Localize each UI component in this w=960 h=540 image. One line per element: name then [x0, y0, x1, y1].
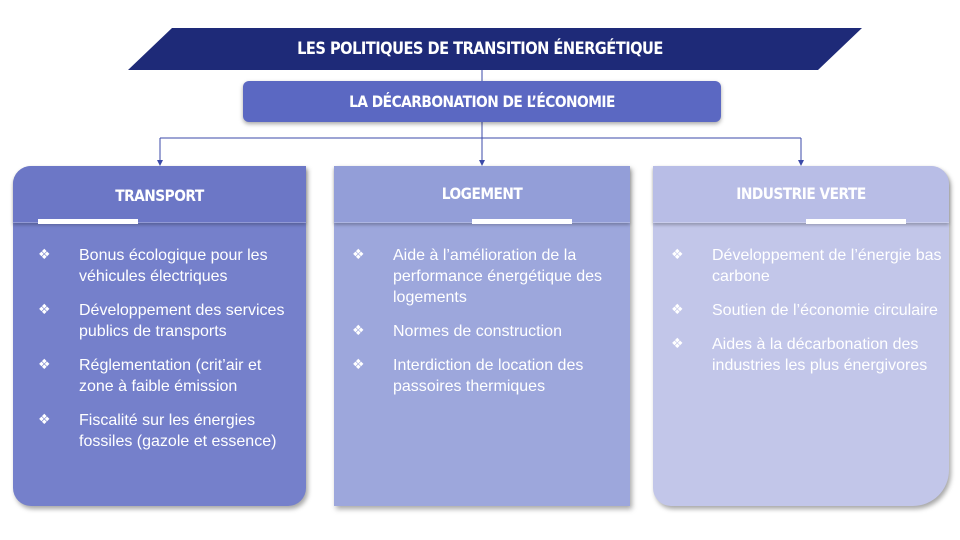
column-header — [13, 166, 306, 223]
column-title: LOGEMENT — [441, 184, 523, 203]
list-item — [671, 245, 946, 287]
column-industrie-verte — [653, 166, 949, 506]
diamond-bullet-icon: ❖ — [38, 302, 51, 318]
column-transport — [13, 166, 306, 506]
column-header — [334, 166, 630, 223]
diamond-bullet-icon: ❖ — [352, 357, 365, 373]
header-accent-bar — [472, 219, 572, 224]
item-list — [352, 245, 627, 410]
diamond-bullet-icon: ❖ — [352, 323, 365, 339]
list-item — [38, 410, 298, 452]
diamond-bullet-icon: ❖ — [671, 302, 684, 318]
list-item — [352, 355, 627, 397]
subtitle-box — [243, 81, 721, 122]
list-item — [38, 355, 298, 397]
list-item-text: Bonus écologique pour les véhicules électriques — [79, 247, 268, 285]
diamond-bullet-icon: ❖ — [38, 412, 51, 428]
list-item-text: Interdiction de location des passoires thermiques — [393, 357, 584, 395]
diagram-subtitle: LA DÉCARBONATION DE L’ÉCONOMIE — [349, 92, 615, 111]
diagram-title: LES POLITIQUES DE TRANSITION ÉNERGÉTIQUE — [297, 39, 663, 59]
column-logement — [334, 166, 630, 506]
item-list — [671, 245, 946, 389]
diamond-bullet-icon: ❖ — [352, 247, 365, 263]
list-item-text: Réglementation (crit’air et zone à faible émission — [79, 357, 262, 395]
list-item — [352, 245, 627, 308]
list-item-text: Soutien de l’économie circulaire — [712, 302, 938, 319]
list-item-text: Fiscalité sur les énergies fossiles (gazole et essence) — [79, 412, 277, 450]
list-item — [671, 300, 946, 321]
list-item-text: Aides à la décarbonation des industries les plus énergivores — [712, 336, 928, 374]
list-item — [38, 245, 298, 287]
item-list — [38, 245, 298, 465]
column-title: TRANSPORT — [115, 186, 204, 205]
list-item-text: Aide à l’amélioration de la performance énergétique des logements — [393, 247, 603, 306]
list-item — [671, 334, 946, 376]
list-item-text: Normes de construction — [393, 323, 562, 340]
column-title: INDUSTRIE VERTE — [736, 184, 866, 203]
list-item-text: Développement de l’énergie bas carbone — [712, 247, 942, 285]
diamond-bullet-icon: ❖ — [38, 247, 51, 263]
diamond-bullet-icon: ❖ — [38, 357, 51, 373]
list-item — [352, 321, 627, 342]
diamond-bullet-icon: ❖ — [671, 336, 684, 352]
header-accent-bar — [38, 219, 138, 224]
list-item-text: Développement des services publics de transports — [79, 302, 285, 340]
column-header — [653, 166, 949, 223]
diamond-bullet-icon: ❖ — [671, 247, 684, 263]
header-accent-bar — [806, 219, 906, 224]
list-item — [38, 300, 298, 342]
